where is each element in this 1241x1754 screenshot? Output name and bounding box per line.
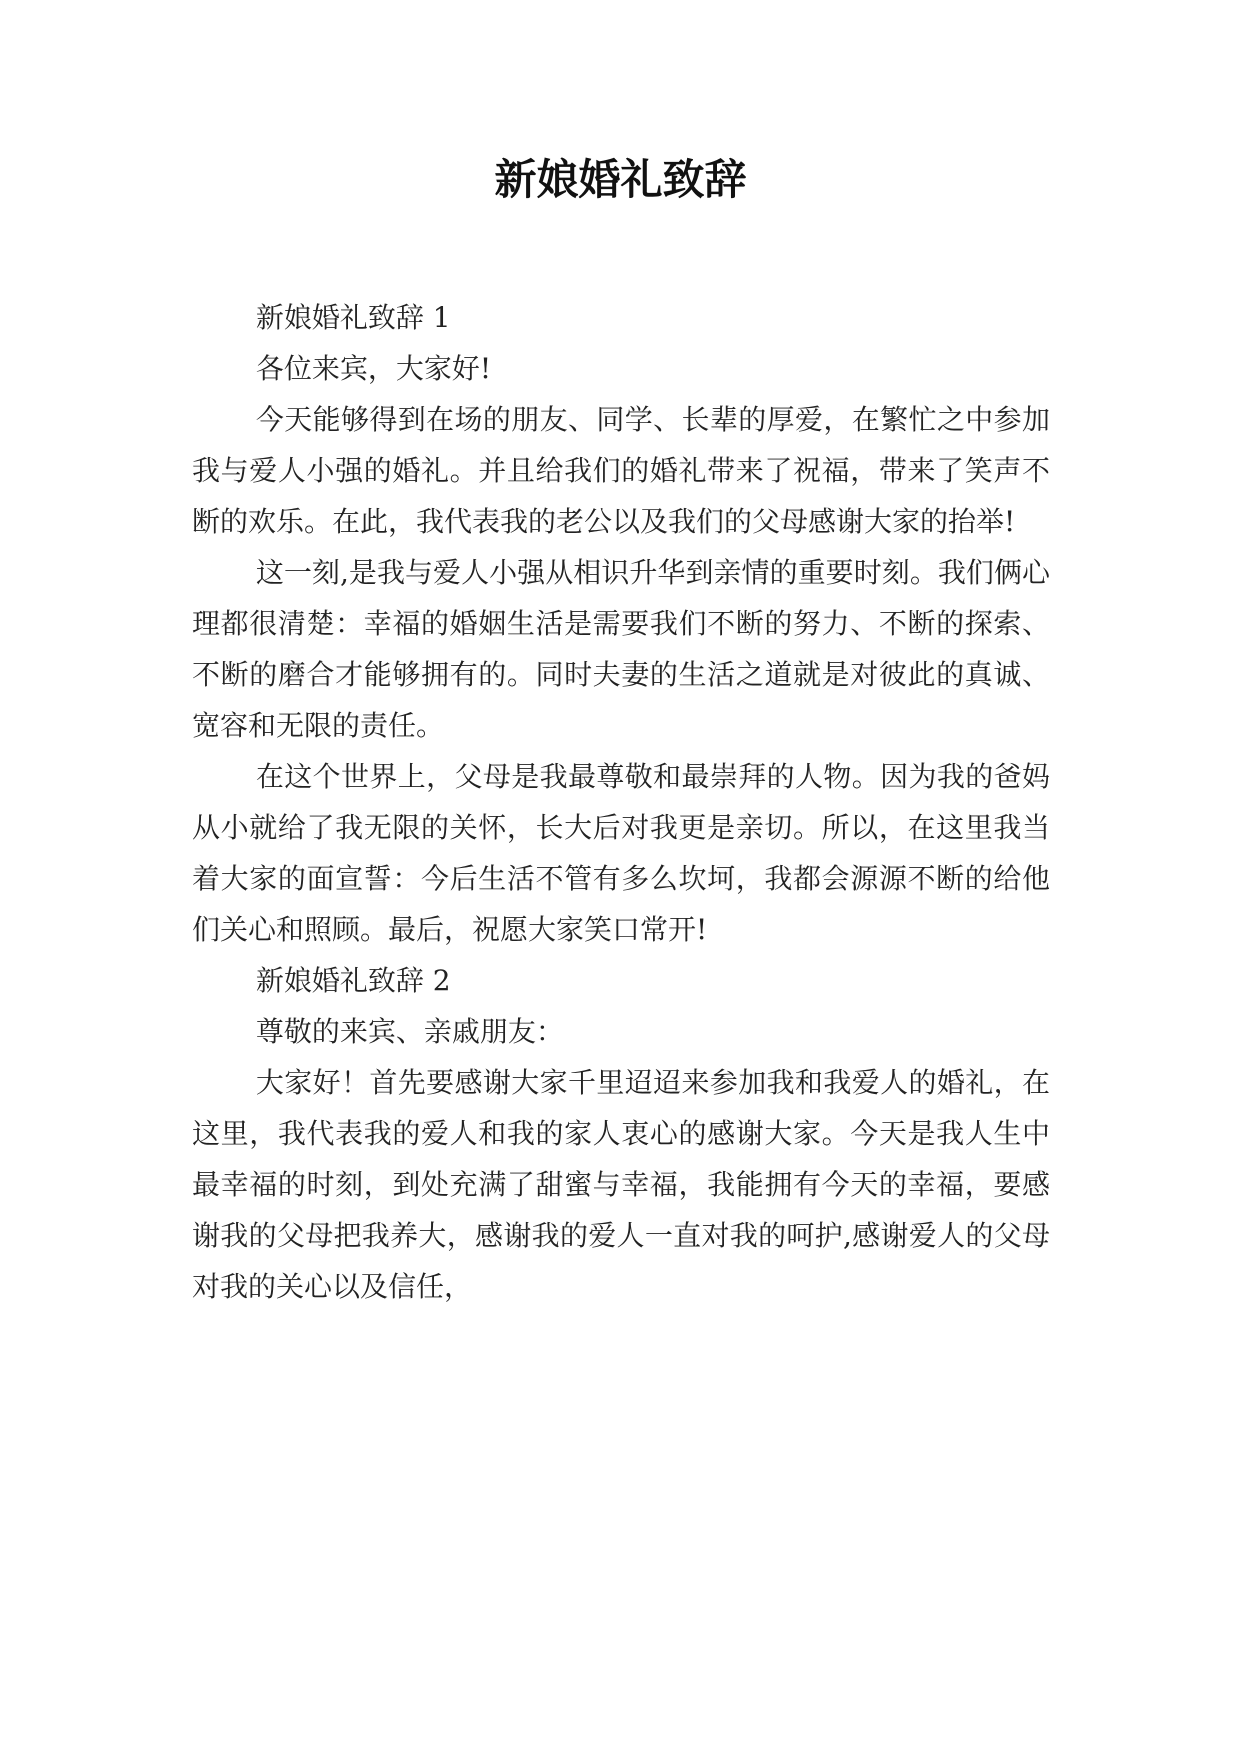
section-heading-1: 新娘婚礼致辞 1 (255, 301, 451, 334)
body-paragraph: 在这个世界上，父母是我最尊敬和最崇拜的人物。因为我的爸妈从小就给了我无限的关怀，长大后对我更是亲切。所以，在这里我当着大家的面宣誓：今后生活不管有多么坎坷，我都会源源不断的给他们关心和照顾。最后，祝愿大家笑口常开! (192, 760, 1050, 946)
document-body (192, 292, 1050, 1312)
body-paragraph: 今天能够得到在场的朋友、同学、长辈的厚爱，在繁忙之中参加我与爱人小强的婚礼。并且给我们的婚礼带来了祝福，带来了笑声不断的欢乐。在此，我代表我的老公以及我们的父母感谢大家的抬举! (192, 403, 1050, 538)
greeting-paragraph-2: 尊敬的来宾、亲戚朋友： (255, 1015, 564, 1048)
body-paragraph: 这一刻,是我与爱人小强从相识升华到亲情的重要时刻。我们俩心理都很清楚：幸福的婚姻生活是需要我们不断的努力、不断的探索、不断的磨合才能够拥有的。同时夫妻的生活之道就是对彼此的真诚、宽容和无限的责任。 (192, 556, 1050, 742)
greeting-paragraph-1: 各位来宾，大家好! (255, 352, 492, 385)
document-title: 新娘婚礼致辞 (494, 155, 747, 204)
section-heading-2: 新娘婚礼致辞 2 (255, 964, 451, 997)
body-paragraph: 大家好！首先要感谢大家千里迢迢来参加我和我爱人的婚礼，在这里，我代表我的爱人和我的家人衷心的感谢大家。今天是我人生中最幸福的时刻，到处充满了甜蜜与幸福，我能拥有今天的幸福，要感谢我的父母把我养大，感谢我的爱人一直对我的呵护,感谢爱人的父母对我的关心以及信任， (192, 1066, 1050, 1303)
